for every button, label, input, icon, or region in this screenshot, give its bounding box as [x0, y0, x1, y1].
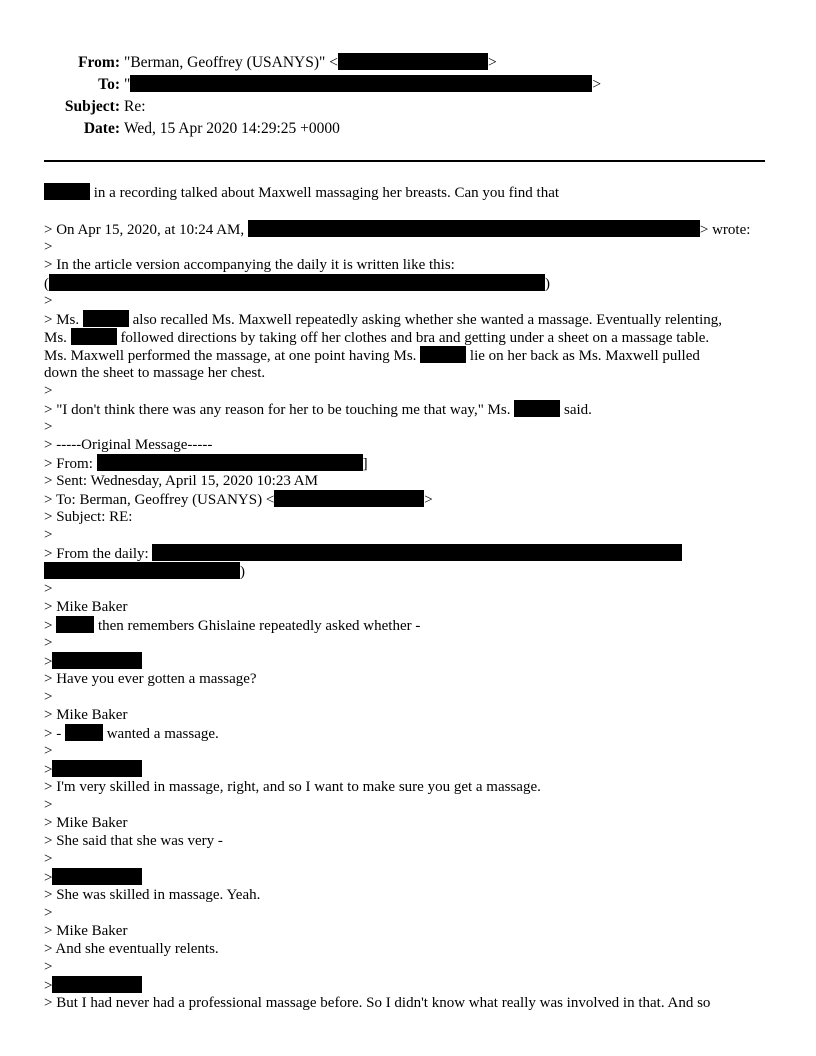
line-text: > [44, 978, 53, 994]
quoted-line [44, 724, 219, 743]
quoted-line [44, 526, 52, 544]
line-text: > [44, 689, 53, 705]
line-text: > [44, 293, 53, 309]
redaction [52, 976, 142, 993]
line-text: > [44, 239, 53, 255]
line-text: > - [44, 726, 62, 742]
quoted-line [44, 616, 420, 635]
redaction [130, 75, 592, 92]
quoted-line [44, 688, 52, 706]
line-text: > Ms. [44, 312, 80, 328]
speaker-line [44, 706, 127, 724]
redaction [56, 616, 94, 633]
redaction [52, 868, 142, 885]
line-text: > [44, 581, 53, 597]
to-value: " [124, 76, 131, 93]
speaker-line [44, 598, 127, 616]
line-text: lie on her back as Ms. Maxwell pulled [469, 348, 700, 364]
line-text: > Subject: RE: [44, 509, 133, 525]
quoted-line [44, 562, 245, 581]
speaker-line [44, 922, 127, 940]
line-text: > Mike Baker [44, 923, 128, 939]
line-text: > She said that she was very - [44, 833, 223, 849]
line-text: > [44, 743, 53, 759]
quoted-line [44, 508, 132, 526]
line-text: > [44, 419, 53, 435]
from-close: > [487, 54, 497, 71]
from-label: From: [78, 54, 120, 71]
line-text: > From the daily: [44, 546, 149, 562]
quoted-line [44, 904, 52, 922]
quoted-line [44, 832, 223, 850]
redaction [274, 490, 424, 507]
line-text: > [44, 905, 53, 921]
quoted-line [44, 958, 52, 976]
line-text: > [44, 383, 53, 399]
quoted-line [44, 940, 219, 958]
quoted-line [44, 418, 52, 436]
line-text: also recalled Ms. Maxwell repeatedly asking whether she wanted a massage. Eventually relenting, [132, 312, 723, 328]
line-text: > From: [44, 456, 93, 472]
subject-label: Subject: [64, 98, 120, 115]
subject-value: Re: [124, 98, 146, 115]
quoted-line [44, 220, 750, 239]
redaction [44, 562, 240, 579]
redaction [338, 53, 488, 70]
quoted-line [44, 346, 700, 365]
speaker-line [44, 868, 142, 887]
line-text: then remembers Ghislaine repeatedly asked whether - [97, 618, 421, 634]
quoted-line [44, 436, 212, 454]
line-text: > [44, 762, 53, 778]
line-text: said. [564, 402, 592, 418]
quoted-line [44, 382, 52, 400]
header-divider [44, 160, 765, 162]
line-text: > wrote: [699, 222, 751, 238]
quoted-line [44, 400, 592, 419]
line-text: > Mike Baker [44, 707, 128, 723]
redaction [65, 724, 103, 741]
redaction [248, 220, 700, 237]
redaction [52, 652, 142, 669]
quoted-line [44, 778, 541, 796]
redaction [97, 454, 363, 471]
line-text: > [44, 618, 53, 634]
line-text: > In the article version accompanying the daily it is written like this: [44, 257, 455, 273]
line-text: Ms. [44, 330, 67, 346]
line-text: > "I don't think there was any reason for her to be touching me that way," Ms. [44, 402, 511, 418]
line-text: > Have you ever gotten a massage? [44, 671, 257, 687]
quoted-line [44, 796, 52, 814]
quoted-line [44, 634, 52, 652]
redaction [49, 274, 545, 291]
speaker-line [44, 652, 142, 671]
line-text: > She was skilled in massage. Yeah. [44, 887, 261, 903]
quoted-line [44, 292, 52, 310]
quoted-line [44, 364, 265, 382]
speaker-line [44, 814, 127, 832]
line-text: followed directions by taking off her clothes and bra and getting under a sheet on a massage table. [120, 330, 710, 346]
quoted-line [44, 544, 682, 563]
quoted-line [44, 886, 260, 904]
line-text: ) [545, 276, 550, 292]
quoted-line [44, 328, 709, 347]
quoted-line [44, 490, 433, 509]
line-text: > [44, 797, 53, 813]
quoted-line [44, 850, 52, 868]
quoted-line [44, 580, 52, 598]
line-text: > To: Berman, Geoffrey (USANYS) < [44, 492, 275, 508]
quoted-line [44, 472, 318, 490]
line-text: wanted a massage. [106, 726, 219, 742]
header-subject [0, 97, 400, 117]
speaker-line [44, 976, 142, 995]
line-text: > [44, 654, 53, 670]
line-text: ] [362, 456, 368, 472]
speaker-line [44, 760, 142, 779]
header-to [0, 75, 620, 95]
quoted-line [44, 454, 368, 473]
line-text: ) [240, 564, 245, 580]
to-close: > [592, 76, 602, 93]
line-text: > -----Original Message----- [44, 437, 213, 453]
line-text: > And she eventually relents. [44, 941, 219, 957]
header-from [0, 53, 520, 73]
line-text: > Mike Baker [44, 815, 128, 831]
body-line [44, 183, 559, 202]
line-text: > But I had never had a professional massage before. So I didn't know what really was involved in that. And so [44, 995, 711, 1011]
line-text: > [424, 492, 433, 508]
to-label: To: [98, 76, 120, 93]
line-text: down the sheet to massage her chest. [44, 365, 266, 381]
line-text: > [44, 635, 53, 651]
line-text: > On Apr 15, 2020, at 10:24 AM, [44, 222, 245, 238]
line-text: > Sent: Wednesday, April 15, 2020 10:23 AM [44, 473, 318, 489]
date-label: Date: [83, 120, 120, 137]
line-text: > [44, 959, 53, 975]
redaction [152, 544, 682, 561]
line-text: ( [44, 276, 49, 292]
redaction [420, 346, 466, 363]
redaction [83, 310, 129, 327]
line-text: > I'm very skilled in massage, right, and so I want to make sure you get a massage. [44, 779, 541, 795]
quoted-line [44, 310, 722, 329]
date-value: Wed, 15 Apr 2020 14:29:25 +0000 [124, 120, 340, 137]
line-text: in a recording talked about Maxwell massaging her breasts. Can you find that [93, 185, 560, 201]
redaction [52, 760, 142, 777]
line-text: > [44, 870, 53, 886]
line-text: > [44, 851, 53, 867]
line-text: Ms. Maxwell performed the massage, at one point having Ms. [44, 348, 417, 364]
from-value: "Berman, Geoffrey (USANYS)" < [124, 54, 338, 71]
line-text: > Mike Baker [44, 599, 128, 615]
quoted-line [44, 256, 455, 274]
redaction [514, 400, 560, 417]
quoted-line [44, 670, 257, 688]
quoted-line [44, 742, 52, 760]
quoted-line [44, 238, 52, 256]
quoted-line [44, 994, 710, 1012]
line-text: > [44, 527, 53, 543]
header-date [0, 119, 520, 139]
redaction [71, 328, 117, 345]
quoted-line [44, 274, 550, 293]
redaction [44, 183, 90, 200]
